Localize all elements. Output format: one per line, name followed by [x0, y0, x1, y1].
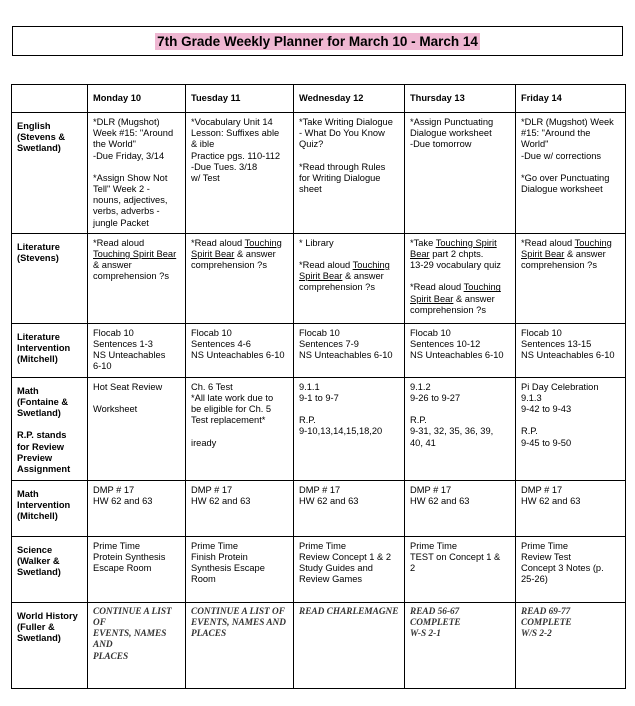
cell-world-history-thursday: READ 56-67 COMPLETE W-S 2-1 [405, 602, 516, 688]
subject-literature: Literature (Stevens) [12, 233, 88, 323]
cell-literature-friday: *Read aloud Touching Spirit Bear & answer comprehension ?s [516, 233, 626, 323]
cell-math-thursday: 9.1.2 9-26 to 9-27 R.P. 9-31, 32, 35, 36, 39, 40, 41 [405, 377, 516, 480]
subject-math: Math (Fontaine & Swetland) R.P. stands for Review Preview Assignment [12, 377, 88, 480]
cell-lit-intervention-friday: Flocab 10 Sentences 13-15 NS Unteachables 6-10 [516, 323, 626, 377]
cell-science-thursday: Prime Time TEST on Concept 1 & 2 [405, 536, 516, 602]
cell-lit-intervention-monday: Flocab 10 Sentences 1-3 NS Unteachables 6-10 [88, 323, 186, 377]
book-title-link[interactable]: Touching [352, 260, 390, 271]
row-literature [12, 233, 626, 323]
subject-world-history: World History (Fuller & Swetland) [12, 602, 88, 688]
day-header-wednesday: Wednesday 12 [294, 85, 405, 113]
book-title-link[interactable]: Bear [410, 249, 430, 260]
cell-english-thursday: *Assign Punctuating Dialogue worksheet -Due tomorrow [405, 113, 516, 234]
corner-cell [12, 85, 88, 113]
weekly-planner-table [11, 84, 626, 689]
row-math [12, 377, 626, 480]
cell-lit-intervention-tuesday: Flocab 10 Sentences 4-6 NS Unteachables 6-10 [186, 323, 294, 377]
row-math-intervention [12, 480, 626, 536]
cell-math-intervention-tuesday: DMP # 17 HW 62 and 63 [186, 480, 294, 536]
subject-english: English (Stevens & Swetland) [12, 113, 88, 234]
cell-world-history-wednesday: READ CHARLEMAGNE [294, 602, 405, 688]
row-lit-intervention [12, 323, 626, 377]
page-title: 7th Grade Weekly Planner for March 10 - March 14 [157, 33, 478, 49]
row-science [12, 536, 626, 602]
cell-literature-monday: *Read aloud Touching Spirit Bear & answer comprehension ?s [88, 233, 186, 323]
row-english [12, 113, 626, 234]
book-title-link[interactable]: Touching [574, 237, 612, 248]
cell-math-intervention-friday: DMP # 17 HW 62 and 63 [516, 480, 626, 536]
day-header-friday: Friday 14 [516, 85, 626, 113]
cell-lit-intervention-wednesday: Flocab 10 Sentences 7-9 NS Unteachables 6-10 [294, 323, 405, 377]
cell-english-wednesday: *Take Writing Dialogue - What Do You Know Quiz? *Read through Rules for Writing Dialogue sheet [294, 113, 405, 234]
cell-math-tuesday: Ch. 6 Test *All late work due to be eligible for Ch. 5 Test replacement* iready [186, 377, 294, 480]
cell-world-history-monday: CONTINUE A LIST OF EVENTS, NAMES AND PLACES [88, 602, 186, 688]
row-world-history [12, 602, 626, 688]
cell-english-tuesday: *Vocabulary Unit 14 Lesson: Suffixes able & ible Practice pgs. 110-112 -Due Tues. 3/18 w/ Test [186, 113, 294, 234]
book-title-link[interactable]: Spirit Bear [410, 293, 454, 304]
cell-math-friday: Pi Day Celebration 9.1.3 9-42 to 9-43 R.P. 9-45 to 9-50 [516, 377, 626, 480]
header-row [12, 85, 626, 113]
day-header-tuesday: Tuesday 11 [186, 85, 294, 113]
book-title-link[interactable]: Spirit Bear [191, 249, 235, 260]
cell-math-intervention-thursday: DMP # 17 HW 62 and 63 [405, 480, 516, 536]
day-header-monday: Monday 10 [88, 85, 186, 113]
cell-science-wednesday: Prime Time Review Concept 1 & 2 Study Guides and Review Games [294, 536, 405, 602]
book-title-link[interactable]: Touching Spirit Bear [93, 249, 177, 260]
rp-note: R.P. stands for Review Preview Assignment [17, 430, 71, 475]
cell-math-intervention-wednesday: DMP # 17 HW 62 and 63 [294, 480, 405, 536]
book-title-link[interactable]: Spirit Bear [299, 271, 343, 282]
cell-math-wednesday: 9.1.1 9-1 to 9-7 R.P. 9-10,13,14,15,18,20 [294, 377, 405, 480]
subject-math-intervention: Math Intervention (Mitchell) [12, 480, 88, 536]
cell-math-intervention-monday: DMP # 17 HW 62 and 63 [88, 480, 186, 536]
cell-english-monday: *DLR (Mugshot) Week #15: "Around the World" -Due Friday, 3/14 *Assign Show Not Tell" Week 2 - nouns, adjectives, verbs, adverbs - jungle Packet [88, 113, 186, 234]
book-title-link[interactable]: Touching Spirit [435, 237, 497, 248]
cell-literature-tuesday: *Read aloud Touching Spirit Bear & answer comprehension ?s [186, 233, 294, 323]
subject-lit-intervention: Literature Intervention (Mitchell) [12, 323, 88, 377]
cell-math-monday: Hot Seat Review Worksheet [88, 377, 186, 480]
cell-science-tuesday: Prime Time Finish Protein Synthesis Escape Room [186, 536, 294, 602]
day-header-thursday: Thursday 13 [405, 85, 516, 113]
book-title-link[interactable]: Touching [244, 237, 282, 248]
cell-lit-intervention-thursday: Flocab 10 Sentences 10-12 NS Unteachables 6-10 [405, 323, 516, 377]
subject-science: Science (Walker & Swetland) [12, 536, 88, 602]
title-box [12, 26, 623, 56]
cell-literature-wednesday: * Library *Read aloud Touching Spirit Bear & answer comprehension ?s [294, 233, 405, 323]
cell-english-friday: *DLR (Mugshot) Week #15: "Around the World" -Due w/ corrections *Go over Punctuating Dialogue worksheet [516, 113, 626, 234]
cell-science-friday: Prime Time Review Test Concept 3 Notes (p. 25-26) [516, 536, 626, 602]
cell-world-history-friday: READ 69-77 COMPLETE W/S 2-2 [516, 602, 626, 688]
cell-world-history-tuesday: CONTINUE A LIST OF EVENTS, NAMES AND PLACES [186, 602, 294, 688]
cell-science-monday: Prime Time Protein Synthesis Escape Room [88, 536, 186, 602]
book-title-link[interactable]: Touching [463, 282, 501, 293]
cell-literature-thursday: *Take Touching Spirit Bear part 2 chpts. 13-29 vocabulary quiz *Read aloud Touching Spirit Bear & answer comprehension ?s [405, 233, 516, 323]
book-title-link[interactable]: Spirit Bear [521, 249, 565, 260]
